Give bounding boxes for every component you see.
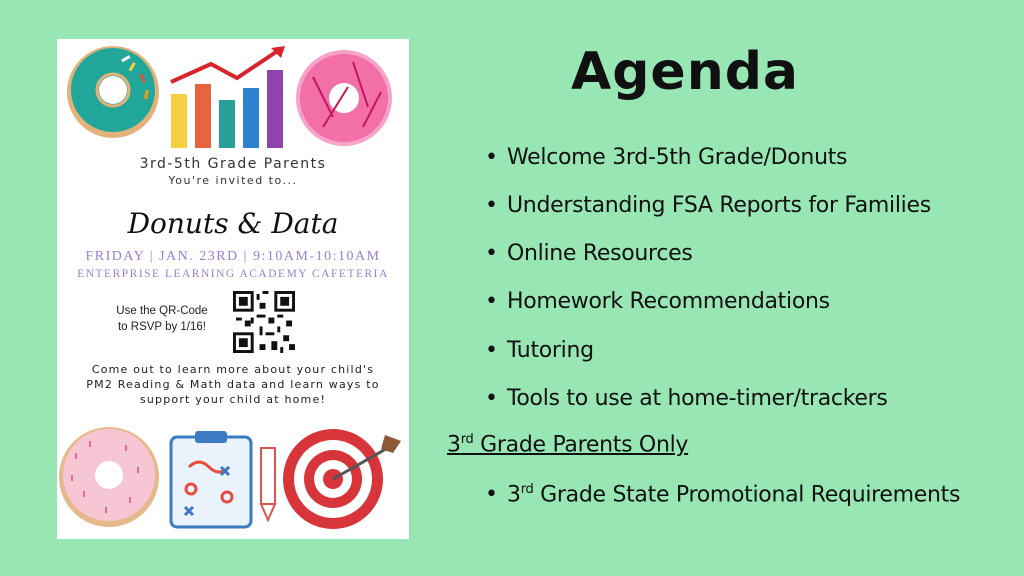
flyer-event-location: ENTERPRISE LEARNING ACADEMY CAFETERIA <box>77 268 389 280</box>
teal-donut-icon <box>63 42 163 142</box>
agenda-item-label: Online Resources <box>507 241 693 266</box>
agenda-item-label: Tools to use at home-timer/trackers <box>507 386 888 411</box>
heading-grade-suffix: rd <box>460 432 474 447</box>
heading-grade-number: 3 <box>447 432 461 458</box>
grade3-agenda-item <box>485 482 960 507</box>
flyer-description-line-2: PM2 Reading & Math data and learn ways to <box>86 378 380 391</box>
agenda-item <box>485 338 594 363</box>
growth-chart-icon <box>167 44 292 150</box>
rsvp-line-2: to RSVP by 1/16! <box>117 321 206 333</box>
flyer-event-time: FRIDAY | JAN. 23RD | 9:10AM-10:10AM <box>85 249 381 264</box>
bullet-icon: • <box>485 289 498 314</box>
flyer-event-title: Donuts & Data <box>127 207 339 240</box>
bullet-icon: • <box>485 338 498 363</box>
event-flyer <box>57 39 409 539</box>
rsvp-instructions <box>87 303 237 335</box>
flyer-description <box>57 362 409 407</box>
agenda-item-label: Understanding FSA Reports for Families <box>507 193 931 218</box>
agenda-title: Agenda <box>570 42 800 102</box>
qr-code-icon <box>233 291 295 353</box>
item-grade-suffix: rd <box>520 482 534 497</box>
bullet-icon: • <box>485 145 498 170</box>
grade3-section-heading <box>447 432 688 457</box>
flyer-audience: 3rd-5th Grade Parents <box>139 156 327 172</box>
agenda-item <box>485 386 888 411</box>
bullet-icon: • <box>485 241 498 266</box>
agenda-item <box>485 145 847 170</box>
bullet-icon: • <box>485 482 498 508</box>
agenda-item <box>485 193 931 218</box>
clipboard-plan-icon <box>165 427 257 531</box>
pink-donut-icon <box>293 47 395 149</box>
flyer-invite-line: You're invited to... <box>168 174 298 187</box>
agenda-item-label: Tutoring <box>507 338 594 363</box>
flyer-description-line-1: Come out to learn more about your child's <box>91 363 375 376</box>
sprinkle-donut-icon <box>57 423 163 531</box>
agenda-item <box>485 241 693 266</box>
bullet-icon: • <box>485 193 498 218</box>
item-grade-text: Grade State Promotional Requirements <box>533 482 961 508</box>
rsvp-line-1: Use the QR-Code <box>116 305 208 317</box>
heading-grade-text: Grade Parents Only <box>473 432 689 458</box>
agenda-item-label: Welcome 3rd-5th Grade/Donuts <box>507 145 848 170</box>
item-grade-number: 3 <box>507 482 521 508</box>
target-icon <box>281 427 403 531</box>
pencil-icon <box>257 444 279 524</box>
agenda-item-label: Homework Recommendations <box>507 289 830 314</box>
bullet-icon: • <box>485 386 498 411</box>
flyer-description-line-3: support your child at home! <box>139 393 327 406</box>
agenda-item <box>485 289 830 314</box>
